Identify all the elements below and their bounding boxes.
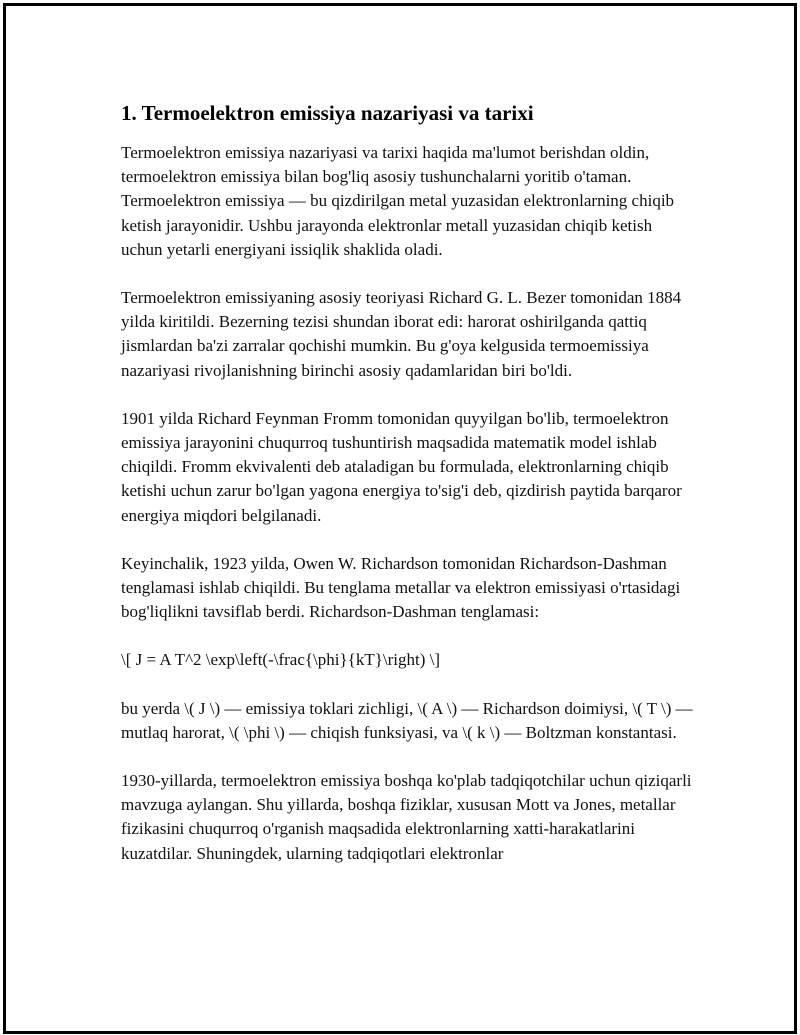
paragraph-1930s: 1930-yillarda, termoelektron emissiya boshqa ko'plab tadqiqotchilar uchun qiziqarli mavzuga aylangan. Shu yillarda, boshqa fiziklar, xususan Mott va Jones, metallar fizikasini chuqurroq o'rganish maqsadida elektronlarning xatti-harakatlarini kuzatdilar. Shuningdek, ularning tadqiqotlari elektronlar <box>121 771 692 863</box>
document-body <box>121 99 696 890</box>
paragraph-bezer: Termoelektron emissiyaning asosiy teoriyasi Richard G. L. Bezer tomonidan 1884 yilda kiritildi. Bezerning tezisi shundan iborat edi: harorat oshirilganda qattiq jismlardan ba'zi zarralar qochishi mumkin. Bu g'oya kelgusida termoemissiya nazariyasi rivojlanishning birinchi asosiy qadamlaridan biri bo'ldi. <box>121 288 682 380</box>
paragraph-intro: Termoelektron emissiya nazariyasi va tarixi haqida ma'lumot berishdan oldin, termoelektron emissiya bilan bog'liq asosiy tushunchalarni yoritib o'taman. Termoelektron emissiya — bu qizdirilgan metal yuzasidan elektronlarning chiqib ketish jarayonidir. Ushbu jarayonda elektronlar metall yuzasidan chiqib ketish uchun yetarli energiyani issiqlik shaklida oladi. <box>121 143 675 259</box>
page-border <box>3 3 797 1034</box>
paragraph-equation-terms: bu yerda \( J \) — emissiya toklari zichligi, \( A \) — Richardson doimiysi, \( T \) — mutlaq harorat, \( \phi \) — chiqish funksiyasi, va \( k \) — Boltzman konstantasi. <box>121 698 693 742</box>
paragraph-fromm: 1901 yilda Richard Feynman Fromm tomonidan quyyilgan bo'lib, termoelektron emissiya jarayonini chuqurroq tushuntirish maqsadida matematik model ishlab chiqildi. Fromm ekvivalenti deb ataladigan bu formulada, elektronlarning chiqib ketishi uchun zarur bo'lgan yagona energiya to'sig'i deb, qizdirish paytida barqaror energiya miqdori belgilanadi. <box>121 408 682 525</box>
section-heading: 1. Termoelektron emissiya nazariyasi va tarixi <box>121 101 534 125</box>
equation-richardson-dashman: \[ J = A T^2 \exp\left(-\frac{\phi}{kT}\right) \] <box>121 650 440 670</box>
paragraph-richardson: Keyinchalik, 1923 yilda, Owen W. Richardson tomonidan Richardson-Dashman tenglamasi ishlab chiqildi. Bu tenglama metallar va elektron emissiyasi o'rtasidagi bog'liqlikni tavsiflab berdi. Richardson-Dashman tenglamasi: <box>121 553 681 622</box>
